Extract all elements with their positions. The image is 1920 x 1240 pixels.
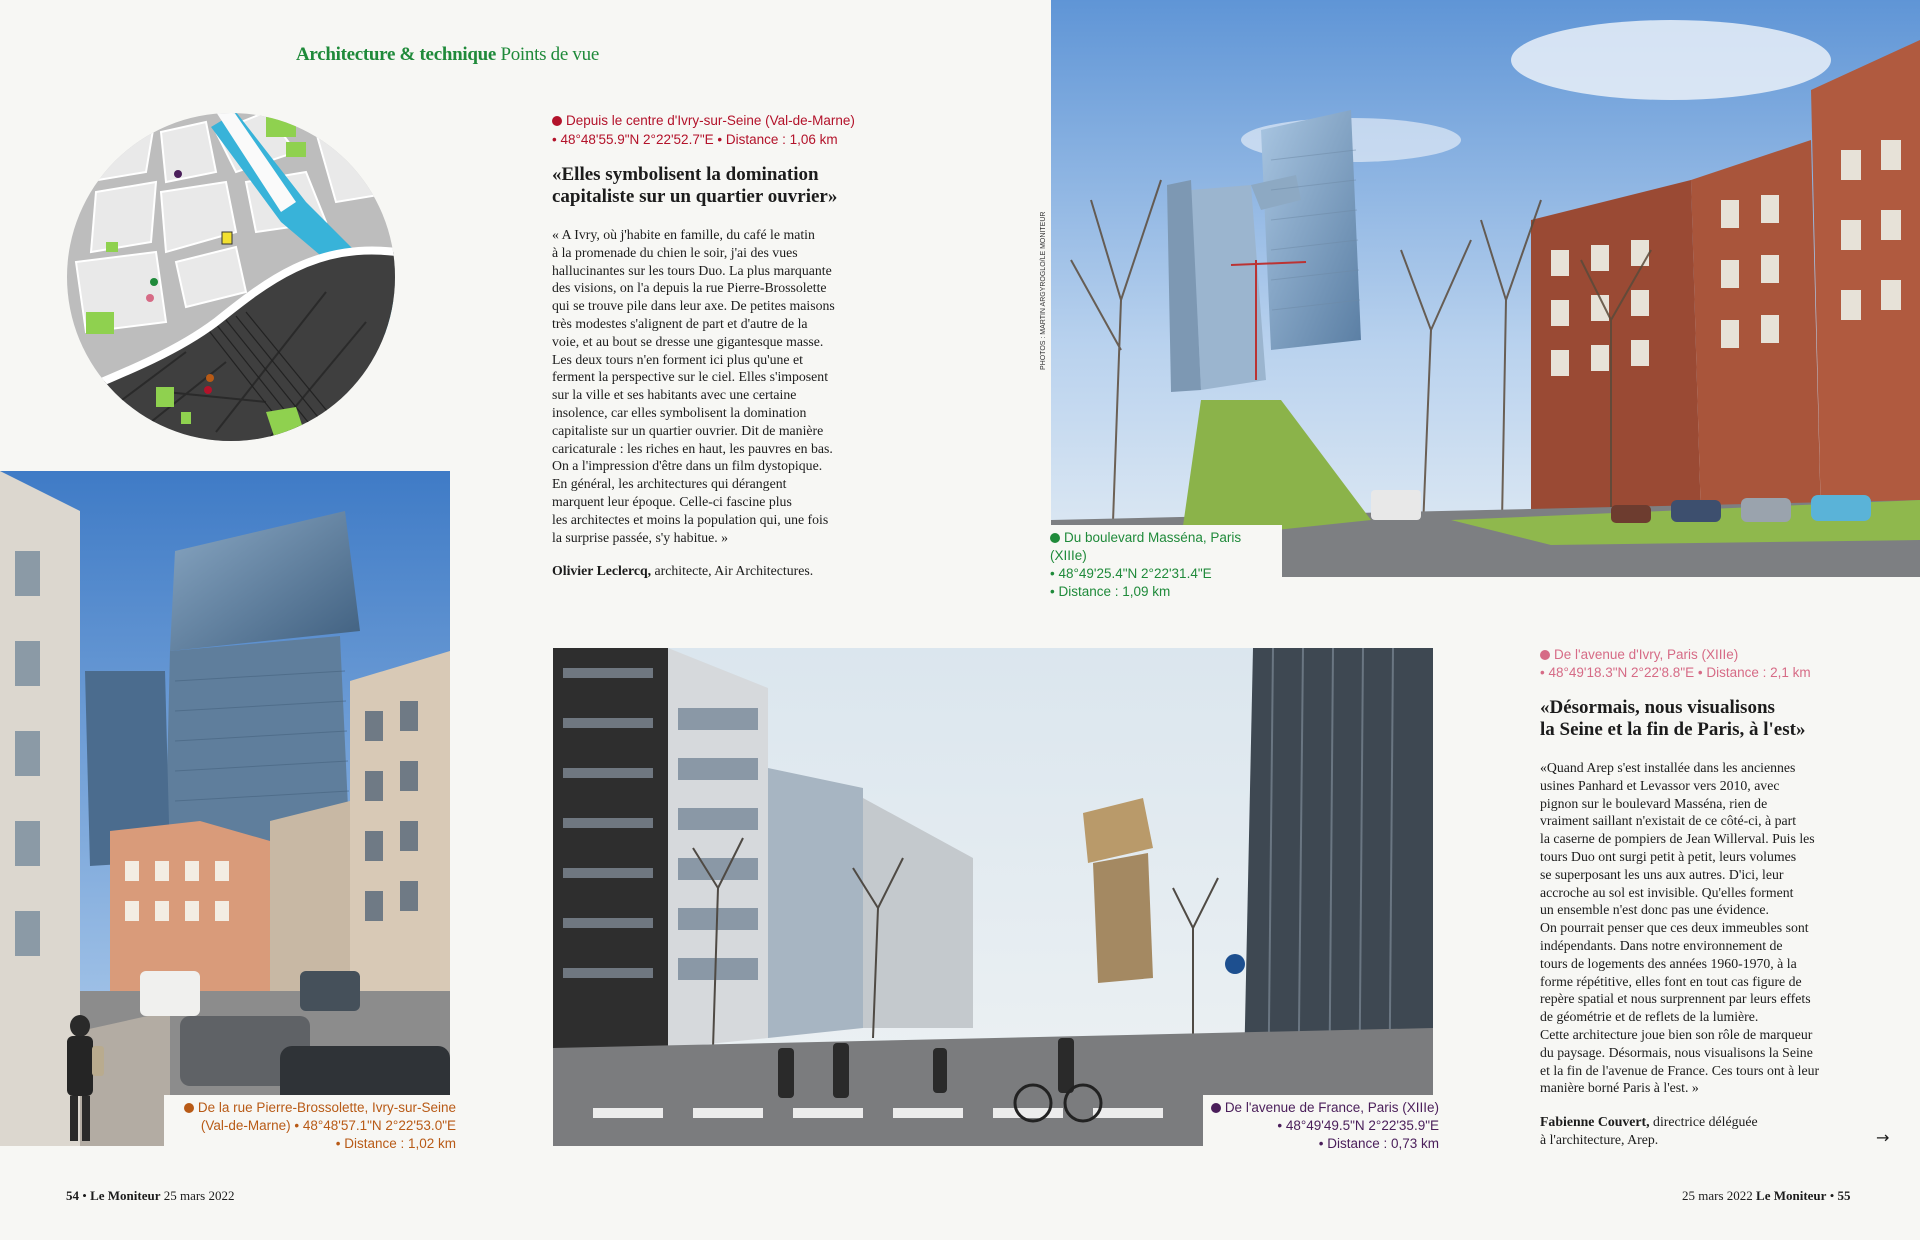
view1-signature: Olivier Leclercq, architecte, Air Architectures.	[552, 563, 814, 578]
footer-left	[66, 1188, 235, 1204]
green-marker-icon	[1050, 533, 1060, 543]
pink-marker-icon	[1540, 650, 1550, 660]
purple-marker-icon	[1211, 1103, 1221, 1113]
view1-coords: • 48°48'55.9"N 2°22'52.7"E • Distance : 1,06 km	[552, 132, 838, 147]
caption-avenue-de-france: De l'avenue de France, Paris (XIIIe) • 48°49'49.5"N 2°22'35.9"E • Distance : 0,73 km	[1203, 1095, 1445, 1155]
footer-separator: •	[1829, 1188, 1835, 1203]
caption-rue-pierre-brossolette: De la rue Pierre-Brossolette, Ivry-sur-Seine (Val-de-Marne) • 48°48'57.1"N 2°22'53.0"E • Distance : 1,02 km	[164, 1095, 462, 1155]
orange-marker-icon	[184, 1103, 194, 1113]
magazine-name-right: Le Moniteur	[1756, 1188, 1827, 1203]
photo-credit: PHOTOS : MARTIN ARGYROGLO/LE MONITEUR	[1040, 211, 1047, 370]
location-map	[66, 112, 396, 442]
section-header	[296, 44, 599, 66]
issue-date-left: 25 mars 2022	[163, 1188, 235, 1203]
view2-location: De l'avenue d'Ivry, Paris (XIIIe)	[1540, 646, 1738, 664]
view2-quote-title: «Désormais, nous visualisons la Seine et la fin de Paris, à l'est»	[1540, 697, 1806, 740]
subsection-title: Points de vue	[500, 44, 599, 65]
view1-location: Depuis le centre d'Ivry-sur-Seine (Val-de-Marne)	[552, 112, 855, 130]
page-number-right: 55	[1837, 1188, 1851, 1203]
view2-body: «Quand Arep s'est installée dans les anciennes usines Panhard et Levassor vers 2010, avec pignon sur le boulevard Masséna, rien de vraiment saillant n'existait de ce côté-ci, à part la caserne de pompiers de Jean Willerval. Puis les tours Duo ont surgi petit à petit, leurs volumes se superposant les uns aux autres. D'ici, leur accroche au sol est invisible. Qu'elles forment un ensemble n'est donc pas une évidence. On pourrait penser que ces deux immeubles sont indépendants. Dans notre environnement de tours de logements des années 1960-1970, à la forme répétitive, elles font en tout cas figure de repère spatial et nous surprennent par leurs effets de géométrie et de reflets de la lumière. Cette architecture joue bien son rôle de marqueur du paysage. Désormais, nous visualisons la Seine et la fin de l'avenue de France. Ces tours ont à leur manière borné Paris à l'est. »	[1540, 760, 1820, 1096]
issue-date-right: 25 mars 2022	[1682, 1188, 1753, 1203]
red-marker-icon	[552, 116, 562, 126]
footer-separator: •	[82, 1188, 87, 1203]
magazine-name-left: Le Moniteur	[90, 1188, 161, 1203]
photo-boulevard-massena	[1051, 0, 1920, 577]
view2-signature: Fabienne Couvert, directrice déléguée à l'architecture, Arep.	[1540, 1114, 1758, 1147]
view2-coords: • 48°49'18.3"N 2°22'8.8"E • Distance : 2,1 km	[1540, 665, 1811, 680]
footer-right	[1682, 1188, 1851, 1204]
caption-boulevard-massena: Du boulevard Masséna, Paris (XIIIe) • 48°49'25.4"N 2°22'31.4"E • Distance : 1,09 km	[1044, 525, 1282, 603]
view1-quote-title: «Elles symbolisent la domination capitaliste sur un quartier ouvrier»	[552, 164, 838, 207]
page-number-left: 54	[66, 1188, 79, 1203]
section-title: Architecture & technique	[296, 44, 497, 65]
photo-rue-pierre-brossolette	[0, 471, 450, 1146]
view1-body: « A Ivry, où j'habite en famille, du café le matin à la promenade du chien le soir, j'ai des vues hallucinantes sur les tours Duo. La plus marquante des visions, on l'a depuis la rue Pierre-Brossolette qui se trouve pile dans leur axe. De petites maisons très modestes s'alignent de part et d'autre de la voie, et au bout se dresse une gigantesque masse. Les deux tours n'en forment ici plus qu'une et ferment la perspective sur le ciel. Elles s'imposent sur la ville et ses habitants avec une certaine insolence, car elles symbolisent la domination capitaliste sur un quartier ouvrier. Dit de manière caricaturale : les riches en haut, les pauvres en bas. On a l'impression d'être dans un film dystopique. En général, les architectures qui dérangent marquent leur époque. Celle-ci fascine plus les architectes et moins la population qui, une fois la surprise passée, s'y habitue. »	[552, 227, 835, 545]
continue-arrow-icon[interactable]: →	[1876, 1128, 1890, 1147]
photo-avenue-de-france	[553, 648, 1433, 1146]
